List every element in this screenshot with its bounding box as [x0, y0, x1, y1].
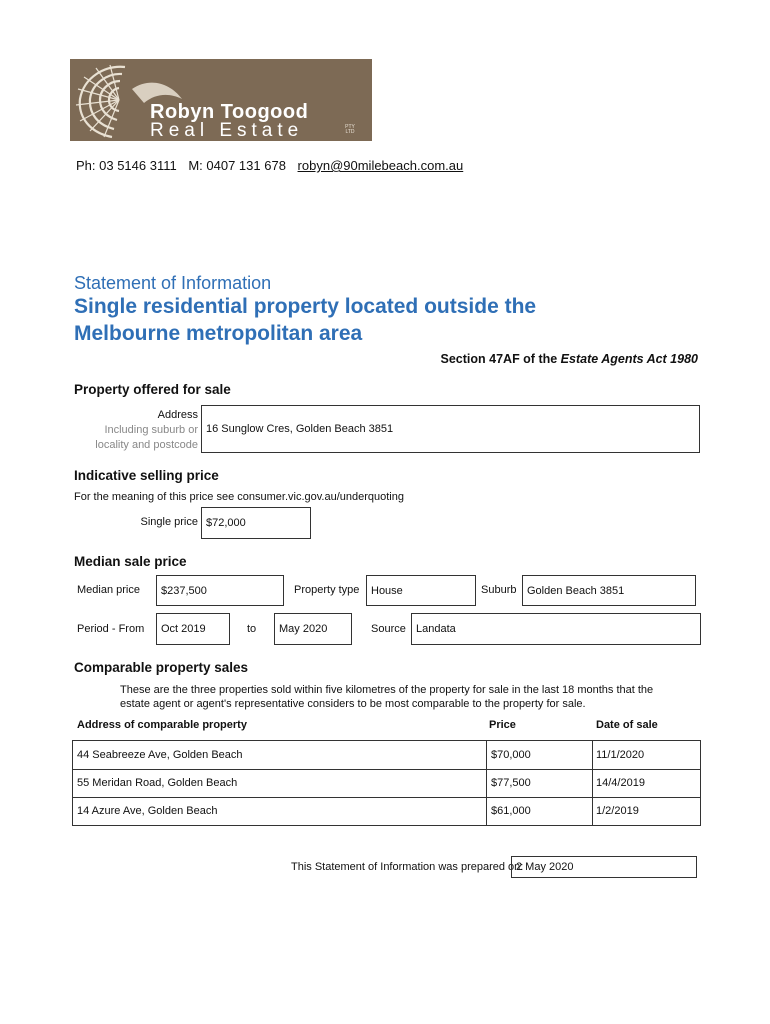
statement-heading: Statement of Information	[74, 273, 272, 293]
section-reference	[441, 352, 698, 366]
median-price-field[interactable]	[156, 575, 284, 606]
col-address-header: Address of comparable property	[77, 719, 247, 731]
median-price-value: $237,500	[161, 584, 207, 597]
company-logo	[70, 59, 372, 141]
page-title	[74, 293, 674, 347]
comp-row3-price: $61,000	[491, 805, 531, 817]
logo-name-line1: Robyn Toogood	[150, 101, 309, 123]
section-act: Estate Agents Act 1980	[560, 352, 698, 366]
comparable-note	[120, 683, 700, 711]
section-prefix: Section 47AF of the	[440, 352, 561, 366]
period-from-value: Oct 2019	[161, 623, 206, 635]
page-title-line1: Single residential property located outside the	[74, 295, 537, 318]
table-divider-2	[592, 741, 593, 825]
col-date-header: Date of sale	[596, 719, 658, 731]
prepared-label: This Statement of Information was prepared on:	[291, 861, 524, 873]
email-link[interactable]: robyn@90milebeach.com.au	[297, 158, 464, 173]
period-from-label: Period - From	[77, 623, 145, 635]
single-price-field[interactable]	[201, 507, 311, 539]
address-sublabel-2: locality and postcode	[95, 439, 198, 451]
address-label: Address	[157, 409, 198, 421]
logo-pty: PTY LTD	[345, 124, 355, 135]
median-price-label: Median price	[77, 584, 140, 596]
comparable-note-line1: These are the three properties sold within five kilometres of the property for sale in the last 18 months that the	[120, 684, 654, 696]
period-from-field[interactable]	[156, 613, 230, 645]
property-heading: Property offered for sale	[74, 382, 231, 397]
source-label: Source	[371, 623, 406, 635]
suburb-value: Golden Beach 3851	[527, 584, 625, 597]
address-value: 16 Sunglow Cres, Golden Beach 3851	[206, 423, 394, 435]
table-row-line-2	[73, 797, 700, 798]
source-value: Landata	[416, 623, 456, 635]
suburb-field[interactable]	[522, 575, 696, 606]
logo-name-line2: Real Estate	[150, 120, 304, 141]
comp-row3-address: 14 Azure Ave, Golden Beach	[77, 805, 218, 817]
address-label-group	[95, 408, 198, 453]
comp-row3-date: 1/2/2019	[596, 805, 639, 817]
single-price-value: $72,000	[206, 517, 246, 529]
period-to-label: to	[247, 623, 257, 635]
address-sublabel-1: Including suburb or	[104, 424, 198, 436]
table-row-line-1	[73, 769, 700, 770]
prepared-date-value: 2 May 2020	[516, 861, 574, 873]
comparable-note-line2: estate agent or agent's representative considers to be most comparable to the property for sale.	[120, 698, 586, 710]
phone-number: Ph: 03 5146 3111	[76, 158, 177, 173]
suburb-label: Suburb	[481, 584, 517, 596]
single-price-label: Single price	[140, 516, 198, 528]
property-type-value: House	[371, 584, 403, 597]
source-field[interactable]	[411, 613, 701, 645]
contact-line	[76, 158, 463, 173]
comp-row1-price: $70,000	[491, 749, 531, 761]
comp-row2-price: $77,500	[491, 777, 531, 789]
col-price-header: Price	[489, 719, 516, 731]
comp-row1-address: 44 Seabreeze Ave, Golden Beach	[77, 749, 243, 761]
property-type-label: Property type	[294, 584, 360, 596]
period-to-value: May 2020	[279, 623, 328, 635]
page-title-line2: Melbourne metropolitan area	[74, 322, 363, 345]
comparable-table	[72, 740, 701, 826]
table-divider-1	[486, 741, 487, 825]
period-to-field[interactable]	[274, 613, 352, 645]
indicative-heading: Indicative selling price	[74, 468, 219, 483]
comp-row1-date: 11/1/2020	[596, 749, 645, 761]
comp-row2-date: 14/4/2019	[596, 777, 645, 789]
property-type-field[interactable]	[366, 575, 476, 606]
mobile-number: M: 0407 131 678	[188, 158, 286, 173]
prepared-date-field[interactable]	[511, 856, 697, 878]
comparable-heading: Comparable property sales	[74, 660, 249, 675]
median-heading: Median sale price	[74, 554, 187, 569]
indicative-note: For the meaning of this price see consumer.vic.gov.au/underquoting	[74, 491, 404, 503]
comp-row2-address: 55 Meridan Road, Golden Beach	[77, 777, 238, 789]
address-field[interactable]	[201, 405, 700, 453]
